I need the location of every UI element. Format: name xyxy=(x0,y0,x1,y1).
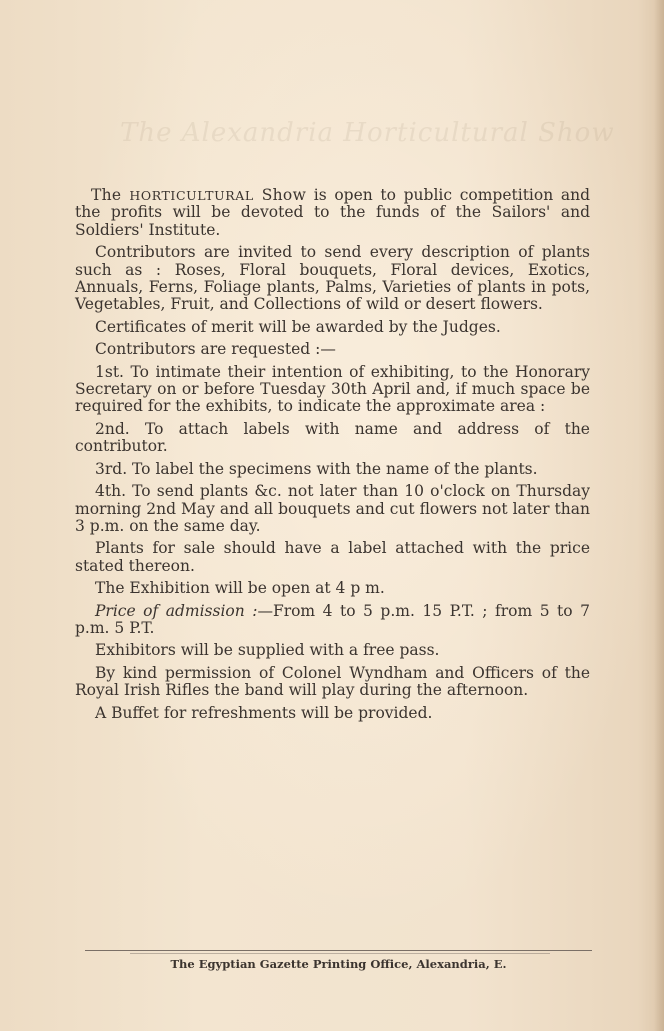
price-label: Price of admission : xyxy=(95,601,258,620)
paragraph-second: 2nd. To attach labels with name and address of the contributor. xyxy=(75,419,590,456)
page-edge-shadow xyxy=(654,0,664,1031)
intro-the: The xyxy=(91,186,130,204)
bleed-through-title: The Alexandria Horticultural Show xyxy=(120,118,615,148)
announcement-text xyxy=(75,187,590,727)
price-text: —From 4 to 5 p.m. 15 P.T. ; from 5 to 7 p.m. 5 P.T. xyxy=(75,601,590,637)
paragraph-third: 3rd. To label the specimens with the name of the plants. xyxy=(95,459,538,478)
paragraph-plants-for-sale: Plants for sale should have a label attached with the price stated thereon. xyxy=(75,539,590,575)
footer-rule xyxy=(85,950,592,951)
footer-rule-secondary xyxy=(130,953,550,954)
paragraph-first: 1st. To intimate their intention of exhibiting, to the Honorary Secretary on or before Tuesday 30th April and, if much space be required for the exhibits, to indicate the approximate area : xyxy=(75,362,590,416)
intro-horticultural-smallcaps: HORTICULTURAL xyxy=(129,188,254,203)
intro-rest: is open to public competition and the profits will be devoted to the funds of the Sailors' and Soldiers' Institute. xyxy=(75,186,590,239)
paragraph-buffet: A Buffet for refreshments will be provided. xyxy=(95,703,433,722)
intro-paragraph xyxy=(75,187,590,239)
paragraph-fourth: 4th. To send plants &c. not later than 10 o'clock on Thursday morning 2nd May and all bouquets and cut flowers not later than 3 p.m. on the same day. xyxy=(75,482,590,535)
paragraph-band: By kind permission of Colonel Wyndham and Officers of the Royal Irish Rifles the band will play during the afternoon. xyxy=(75,663,590,700)
printer-imprint: The Egyptian Gazette Printing Office, Alexandria, E. xyxy=(170,957,507,971)
paragraph-open-at: The Exhibition will be open at 4 p m. xyxy=(95,579,385,598)
paragraph-certificates: Certificates of merit will be awarded by the Judges. xyxy=(95,317,501,336)
paragraph-requested: Contributors are requested :— xyxy=(95,340,336,359)
paragraph-price xyxy=(75,603,590,638)
paragraph-contributors-invited: Contributors are invited to send every description of plants such as : Roses, Floral bouquets, Floral devices, Exotics, Annuals, Ferns, Foliage plants, Palms, Varieties of plants in pots, Vegetables, Fruit, and Collections of wild or desert flowers. xyxy=(75,243,590,314)
paragraph-free-pass: Exhibitors will be supplied with a free pass. xyxy=(95,641,440,660)
intro-show: Show xyxy=(253,186,307,204)
